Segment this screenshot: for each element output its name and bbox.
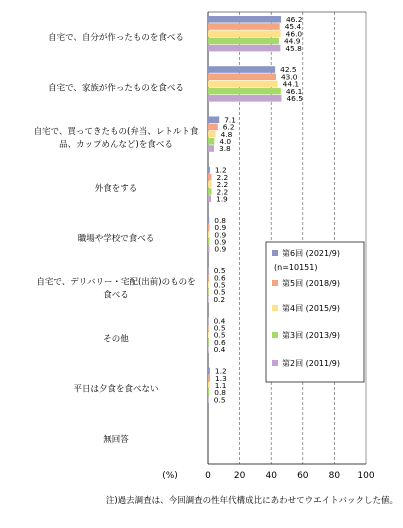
bar bbox=[208, 38, 279, 45]
data-label: 0.6 bbox=[213, 273, 226, 283]
x-tick-label: 20 bbox=[233, 471, 246, 481]
data-label: 43.0 bbox=[280, 72, 298, 82]
data-label: 0.5 bbox=[213, 287, 226, 297]
bar bbox=[208, 174, 211, 181]
data-label: 2.2 bbox=[216, 172, 229, 182]
bar bbox=[208, 116, 219, 123]
bar bbox=[208, 389, 209, 396]
data-label: 46.1 bbox=[285, 86, 303, 96]
data-label: 1.3 bbox=[215, 373, 227, 383]
data-label: 0.9 bbox=[214, 244, 227, 254]
bar bbox=[208, 138, 214, 145]
x-tick-label: 80 bbox=[328, 471, 341, 481]
data-label: 3.8 bbox=[219, 144, 231, 154]
category-label: 自宅で、自分が作ったものを食べる bbox=[48, 33, 184, 44]
x-axis bbox=[205, 471, 375, 481]
x-tick-label: 40 bbox=[265, 471, 277, 481]
data-label: 0.8 bbox=[214, 388, 227, 398]
data-label: 1.9 bbox=[216, 194, 228, 204]
data-label: 46.0 bbox=[285, 29, 303, 39]
data-label: 4.8 bbox=[220, 129, 233, 139]
bar bbox=[208, 296, 209, 303]
data-label: 44.9 bbox=[283, 36, 301, 46]
bar bbox=[208, 188, 211, 195]
bar bbox=[208, 131, 216, 138]
category-label: 外食をする bbox=[94, 183, 138, 194]
data-label: 1.2 bbox=[214, 165, 227, 175]
bar bbox=[208, 289, 209, 296]
data-label: 44.1 bbox=[282, 79, 300, 89]
bar bbox=[208, 282, 209, 289]
footnote: 注)過去調査は、今回調査の性年代構成比にあわせてウエイトバックした値。 bbox=[105, 496, 398, 506]
bar bbox=[208, 45, 280, 52]
bar bbox=[208, 382, 210, 389]
bar bbox=[208, 346, 209, 353]
data-label: 0.9 bbox=[214, 230, 227, 240]
bar bbox=[208, 181, 211, 188]
bar bbox=[208, 332, 209, 339]
legend-note: (n=10151) bbox=[274, 263, 318, 272]
bar bbox=[208, 66, 275, 73]
bar bbox=[208, 23, 280, 30]
bar bbox=[208, 81, 278, 88]
data-label: 0.5 bbox=[213, 330, 226, 340]
bar bbox=[208, 231, 209, 238]
legend-label: 第3回 (2013/9) bbox=[282, 331, 341, 340]
data-label: 46.2 bbox=[285, 15, 303, 24]
data-label: 42.5 bbox=[280, 65, 297, 75]
bar bbox=[208, 30, 281, 37]
data-label: 45.4 bbox=[284, 22, 302, 32]
bar bbox=[208, 375, 210, 382]
bar bbox=[208, 73, 276, 80]
bar bbox=[208, 145, 214, 152]
data-label: 0.9 bbox=[214, 237, 227, 247]
legend-swatch bbox=[272, 360, 278, 366]
category-label: 職場や学校で食べる bbox=[77, 234, 155, 244]
data-label: 0.9 bbox=[214, 223, 227, 233]
category-label: 品、カップめんなど)を食べる bbox=[59, 140, 173, 151]
data-label: 0.2 bbox=[213, 294, 226, 304]
x-tick-label: 100 bbox=[357, 471, 375, 481]
data-label: 0.6 bbox=[213, 337, 226, 347]
bar bbox=[208, 224, 209, 231]
data-label: 45.8 bbox=[285, 43, 302, 53]
x-unit-label: (%) bbox=[162, 471, 178, 481]
bar bbox=[208, 16, 281, 23]
data-label: 0.5 bbox=[213, 280, 226, 290]
x-tick-label: 60 bbox=[297, 471, 309, 481]
category-label: その他 bbox=[103, 334, 129, 345]
legend-swatch bbox=[272, 305, 278, 311]
bar bbox=[208, 124, 218, 131]
legend bbox=[266, 242, 364, 382]
data-label: 2.2 bbox=[216, 180, 229, 190]
data-label: 0.8 bbox=[214, 215, 227, 225]
data-label: 6.2 bbox=[222, 122, 235, 132]
data-label: 0.5 bbox=[213, 266, 226, 276]
data-label: 0.5 bbox=[213, 323, 226, 333]
data-label: 7.1 bbox=[224, 115, 236, 125]
data-label: 0.4 bbox=[213, 316, 226, 326]
data-label: 4.0 bbox=[219, 137, 232, 147]
data-label: 1.1 bbox=[214, 380, 227, 390]
legend-label: 第4回 (2015/9) bbox=[282, 304, 341, 313]
bar bbox=[208, 396, 209, 403]
category-label: 平日は夕食を食べない bbox=[73, 384, 159, 395]
bar bbox=[208, 167, 210, 174]
legend-label: 第2回 (2011/9) bbox=[282, 359, 341, 368]
category-label: 自宅で、家族が作ったものを食べる bbox=[48, 83, 184, 94]
bar bbox=[208, 95, 281, 102]
data-label: 46.5 bbox=[286, 94, 303, 104]
bar bbox=[208, 339, 209, 346]
bar bbox=[208, 267, 209, 274]
bar bbox=[208, 238, 209, 245]
legend-label: 第6回 (2021/9) bbox=[282, 249, 341, 258]
legend-label: 第5回 (2018/9) bbox=[282, 279, 341, 288]
bar bbox=[208, 217, 209, 224]
bar bbox=[208, 88, 281, 95]
x-tick-label: 0 bbox=[205, 471, 211, 481]
category-label: 無回答 bbox=[103, 434, 129, 445]
legend-swatch bbox=[272, 280, 278, 286]
bar bbox=[208, 368, 210, 375]
legend-swatch bbox=[272, 250, 278, 256]
category-label: 食べる bbox=[103, 290, 129, 301]
legend-swatch bbox=[272, 332, 278, 338]
bar bbox=[208, 325, 209, 332]
bar bbox=[208, 246, 209, 253]
data-label: 0.4 bbox=[213, 345, 226, 355]
category-label: 自宅で、デリバリー・宅配(出前)のものを bbox=[36, 277, 196, 288]
category-labels bbox=[34, 32, 199, 445]
data-label: 2.2 bbox=[216, 187, 229, 197]
category-label: 自宅で、買ってきたもの(弁当、レトルト食 bbox=[33, 127, 199, 138]
data-label: 0.5 bbox=[213, 395, 226, 405]
bar bbox=[208, 274, 209, 281]
data-label: 1.2 bbox=[214, 366, 227, 376]
bar bbox=[208, 317, 209, 324]
bar bbox=[208, 195, 211, 202]
